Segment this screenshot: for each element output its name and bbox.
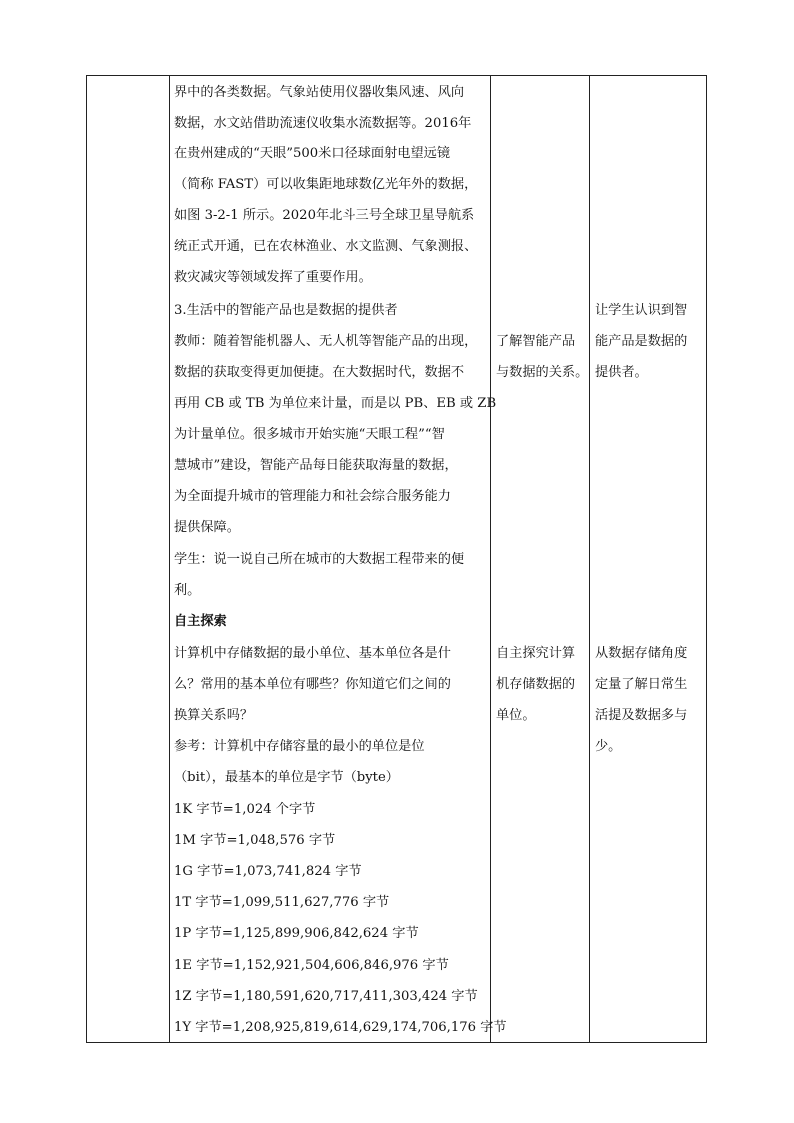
unit-line: 1K 字节=1,024 个字节 [174,802,316,817]
activity-line: 单位。 [496,708,536,723]
intent-line: 少。 [595,739,622,754]
content-line: 统正式开通，已在农林渔业、水文监测、气象测报、 [174,239,478,254]
unit-line: 1P 字节=1,125,899,906,842,624 字节 [174,926,419,941]
lesson-table [86,75,707,1043]
activity-line: 与数据的关系。 [496,365,589,380]
unit-line: 1Z 字节=1,180,591,620,717,411,303,424 字节 [174,989,478,1004]
content-line: 为计量单位。很多城市开始实施“天眼工程”“智 [174,427,445,442]
content-line: 为全面提升城市的管理能力和社会综合服务能力 [174,489,451,504]
content-line: 在贵州建成的“天眼”500米口径球面射电望远镜 [174,146,451,161]
content-line: 数据的获取变得更加便捷。在大数据时代，数据不 [174,365,465,380]
unit-line: 1Y 字节=1,208,925,819,614,629,174,706,176 字节 [174,1020,507,1035]
intent-line: 能产品是数据的 [595,334,688,349]
column-divider [589,76,590,1042]
activity-column [496,76,588,1042]
content-line: 救灾减灾等领域发挥了重要作用。 [174,270,372,285]
column-divider [169,76,170,1042]
section-heading-bold: 自主探索 [174,614,227,629]
content-line: （简称 FAST）可以收集距地球数亿光年外的数据， [174,177,478,192]
intent-line: 提供者。 [595,365,648,380]
unit-line: 1T 字节=1,099,511,627,776 字节 [174,895,390,910]
section-heading: 3.生活中的智能产品也是数据的提供者 [174,303,398,318]
activity-line: 了解智能产品 [496,334,576,349]
intent-column [595,76,705,1042]
content-line: （bit），最基本的单位是字节（byte） [174,770,399,785]
unit-line: 1M 字节=1,048,576 字节 [174,833,336,848]
content-line: 利。 [174,583,201,598]
content-line: 学生：说一说自己所在城市的大数据工程带来的便 [174,552,465,567]
content-line: 界中的各类数据。气象站使用仪器收集风速、风向 [174,85,465,100]
content-line: 计算机中存储数据的最小单位、基本单位各是什 [174,646,451,661]
content-line: 参考：计算机中存储容量的最小的单位是位 [174,739,425,754]
content-line: 换算关系吗？ [174,708,254,723]
unit-line: 1G 字节=1,073,741,824 字节 [174,864,362,879]
intent-line: 让学生认识到智 [595,303,688,318]
intent-line: 定量了解日常生 [595,677,688,692]
activity-line: 机存储数据的 [496,677,576,692]
content-line: 如图 3-2-1 所示。2020年北斗三号全球卫星导航系 [174,208,475,223]
intent-line: 从数据存储角度 [595,646,688,661]
content-column [174,76,507,1042]
content-line: 么？常用的基本单位有哪些？你知道它们之间的 [174,677,451,692]
content-line: 教师：随着智能机器人、无人机等智能产品的出现， [174,334,478,349]
empty-column [87,76,169,1042]
activity-line: 自主探究计算 [496,646,576,661]
column-divider [490,76,491,1042]
unit-line: 1E 字节=1,152,921,504,606,846,976 字节 [174,958,449,973]
intent-line: 活提及数据多与 [595,708,688,723]
content-line: 提供保障。 [174,520,240,535]
content-line: 再用 CB 或 TB 为单位来计量，而是以 PB、EB 或 ZB [174,396,497,411]
content-line: 慧城市”建设，智能产品每日能获取海量的数据， [174,458,458,473]
content-line: 数据，水文站借助流速仪收集水流数据等。2016年 [174,116,472,131]
